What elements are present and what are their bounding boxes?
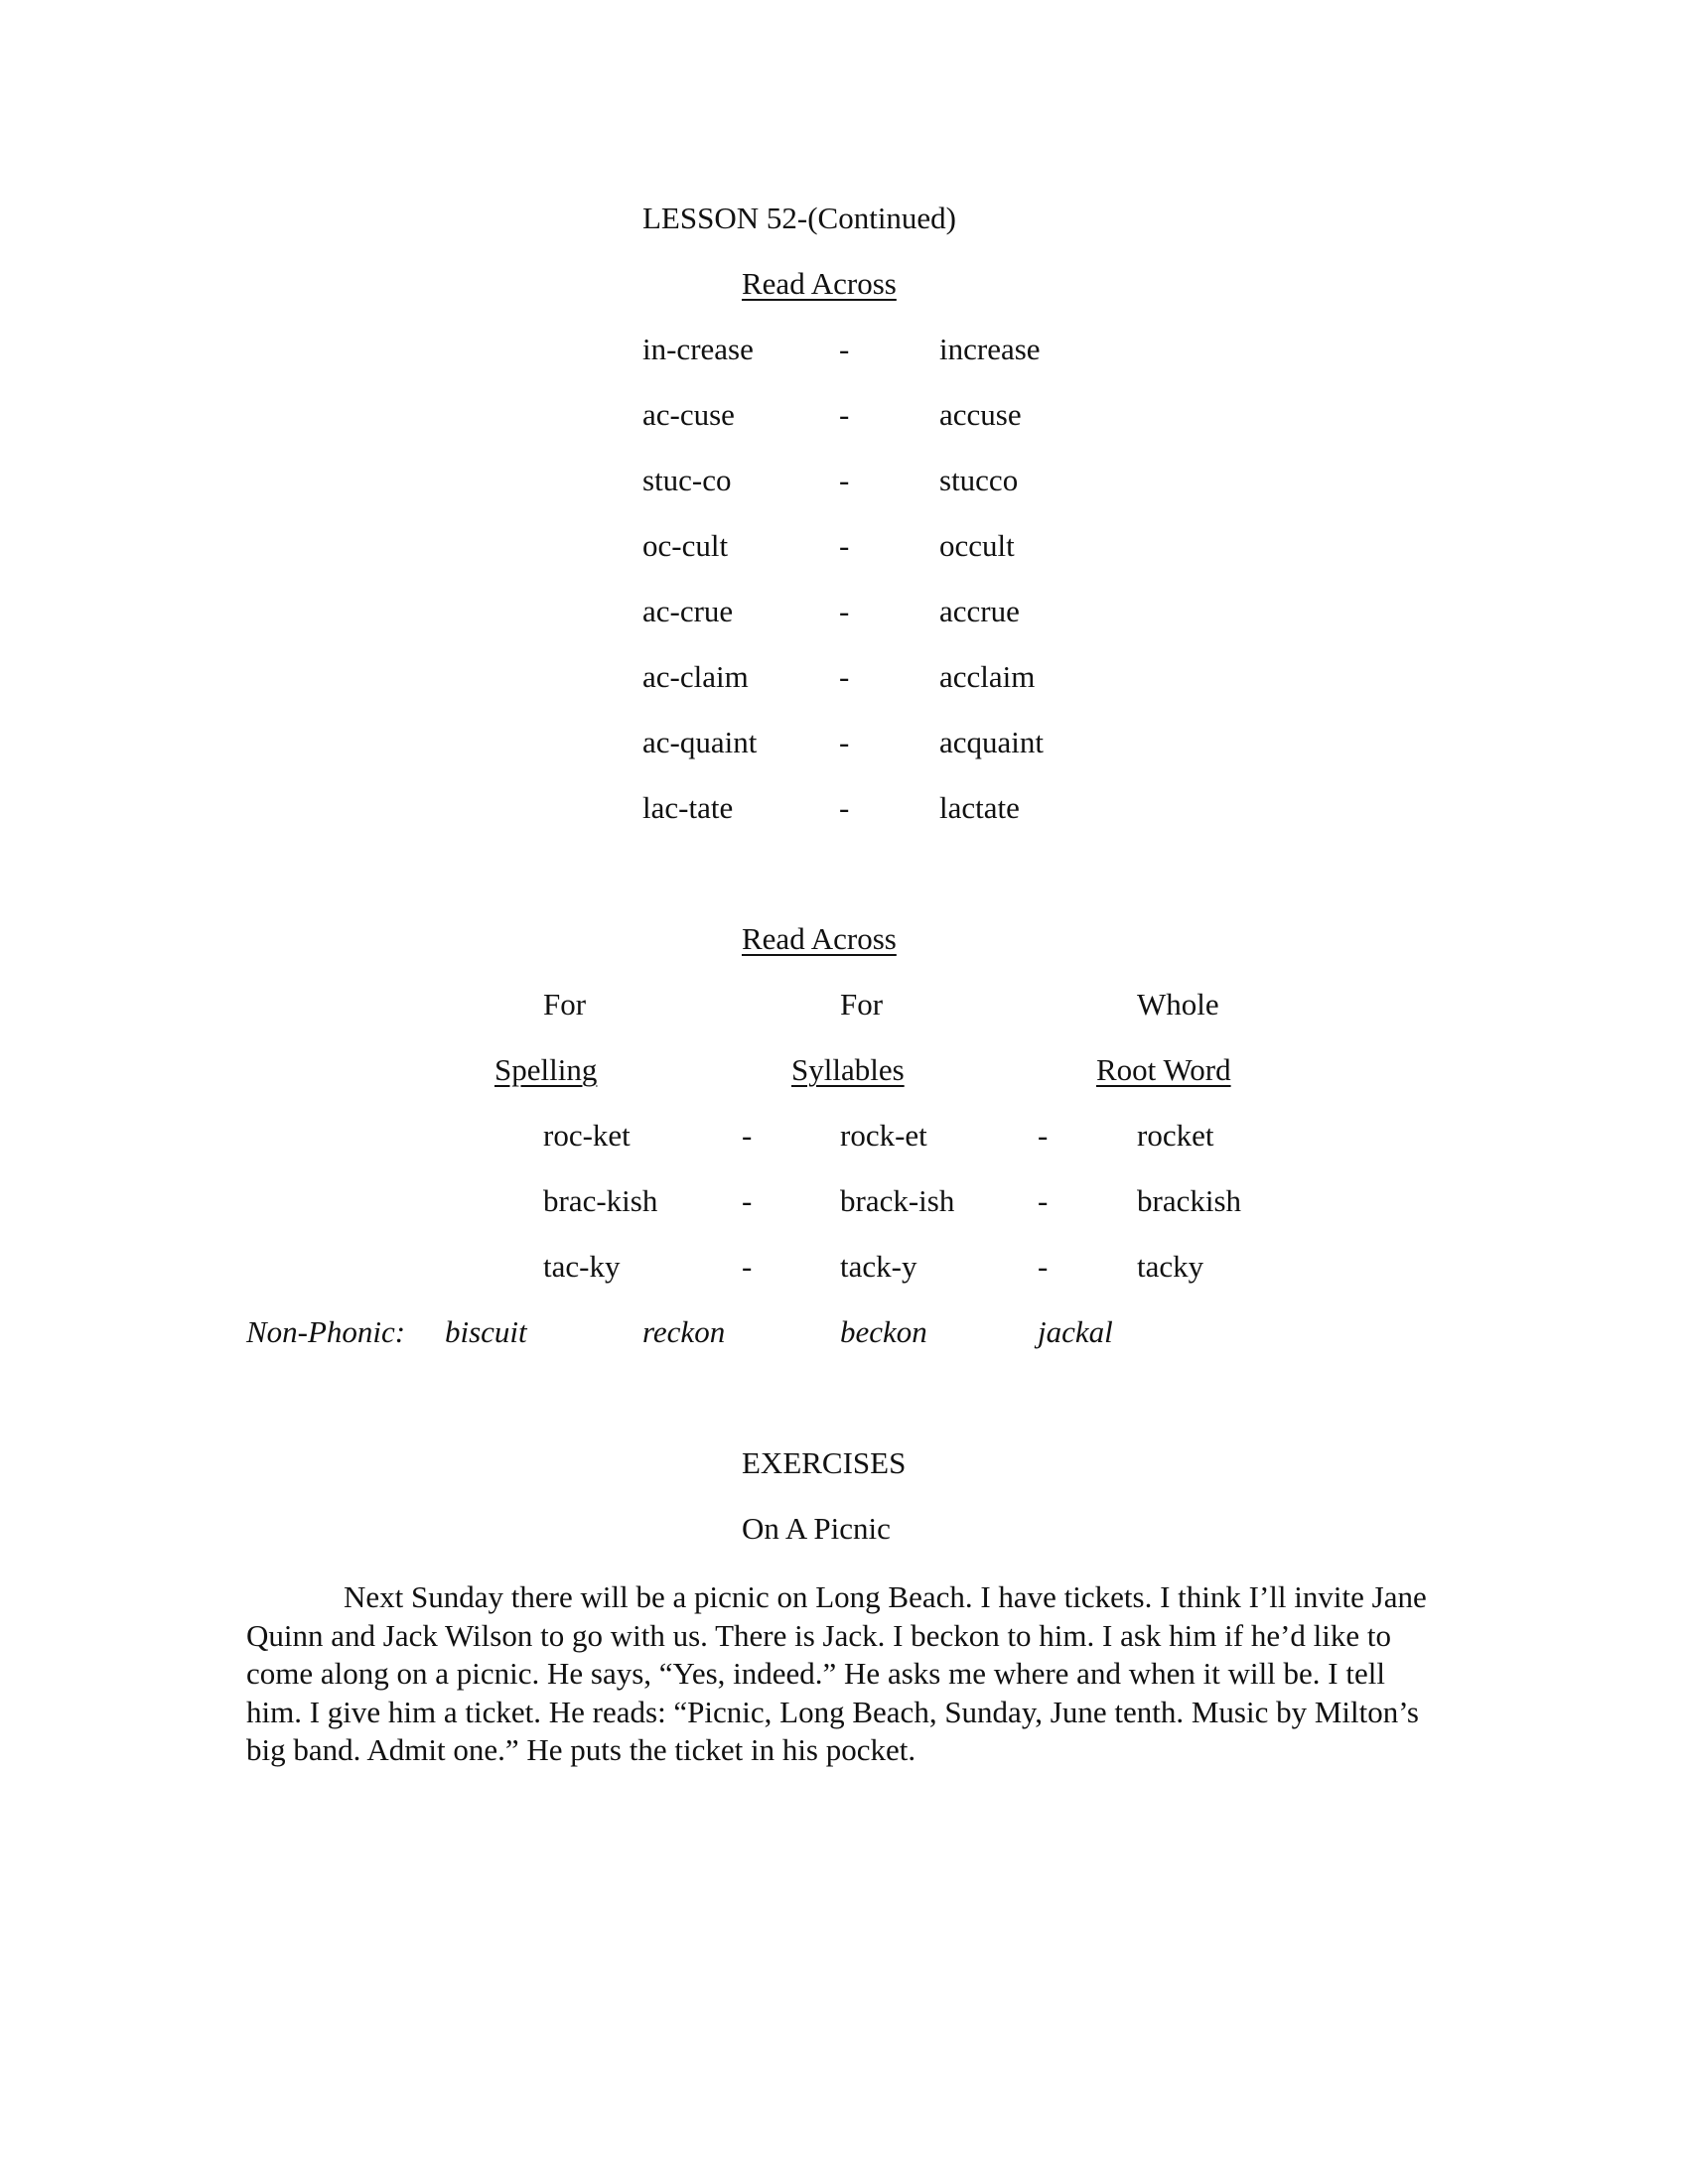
split-word: in-crease	[642, 332, 754, 366]
root-cell: brackish	[1137, 1183, 1242, 1218]
col-header-top: For	[543, 987, 587, 1022]
non-phonic-label: Non-Phonic:	[246, 1314, 406, 1349]
non-phonic-word: beckon	[840, 1314, 927, 1349]
dash: -	[839, 463, 850, 497]
dash: -	[742, 1118, 753, 1153]
whole-word: accuse	[939, 397, 1022, 432]
dash: -	[839, 790, 850, 825]
split-word: ac-quaint	[642, 725, 758, 759]
story-paragraph	[246, 1578, 1438, 1770]
non-phonic-word: jackal	[1038, 1314, 1113, 1349]
dash: -	[839, 659, 850, 694]
col-header-root-word: Root Word	[1096, 1052, 1231, 1087]
section1-heading: Read Across	[742, 266, 897, 301]
story-title: On A Picnic	[742, 1511, 891, 1546]
root-cell: tacky	[1137, 1249, 1204, 1284]
exercises-heading: EXERCISES	[742, 1445, 907, 1480]
dash: -	[1038, 1249, 1049, 1284]
whole-word: accrue	[939, 594, 1020, 628]
dash: -	[839, 725, 850, 759]
dash: -	[839, 397, 850, 432]
section2-heading: Read Across	[742, 921, 897, 956]
dash: -	[839, 528, 850, 563]
lesson-title: LESSON 52-(Continued)	[642, 201, 957, 235]
story-text: Next Sunday there will be a picnic on Long Beach. I have tickets. I think I’ll invite Jane Quinn and Jack Wilson to go with us. There is Jack. I beckon to him. I ask him if he’d like to come along on a picnic. He says, “Yes, indeed.” He asks me where and when it will be. I tell him. I give him a ticket. He reads: “Picnic, Long Beach, Sunday, June tenth. Music by Milton’s big band. Admit one.” He puts the ticket in his pocket.	[246, 1579, 1427, 1767]
dash: -	[839, 332, 850, 366]
whole-word: increase	[939, 332, 1041, 366]
spelling-cell: roc-ket	[543, 1118, 631, 1153]
col-header-top: For	[840, 987, 884, 1022]
split-word: stuc-co	[642, 463, 732, 497]
dash: -	[839, 594, 850, 628]
split-word: ac-cuse	[642, 397, 735, 432]
non-phonic-word: reckon	[642, 1314, 726, 1349]
split-word: ac-claim	[642, 659, 749, 694]
whole-word: acquaint	[939, 725, 1045, 759]
whole-word: acclaim	[939, 659, 1036, 694]
dash: -	[1038, 1183, 1049, 1218]
dash: -	[742, 1183, 753, 1218]
non-phonic-word: biscuit	[445, 1314, 527, 1349]
whole-word: occult	[939, 528, 1015, 563]
root-cell: rocket	[1137, 1118, 1214, 1153]
split-word: lac-tate	[642, 790, 734, 825]
syllables-cell: brack-ish	[840, 1183, 955, 1218]
whole-word: stucco	[939, 463, 1019, 497]
split-word: ac-crue	[642, 594, 734, 628]
col-header-top: Whole	[1137, 987, 1219, 1022]
col-header-spelling: Spelling	[494, 1052, 598, 1087]
col-header-syllables: Syllables	[791, 1052, 905, 1087]
split-word: oc-cult	[642, 528, 729, 563]
spelling-cell: tac-ky	[543, 1249, 621, 1284]
syllables-cell: tack-y	[840, 1249, 917, 1284]
spelling-cell: brac-kish	[543, 1183, 658, 1218]
dash: -	[742, 1249, 753, 1284]
whole-word: lactate	[939, 790, 1020, 825]
dash: -	[1038, 1118, 1049, 1153]
syllables-cell: rock-et	[840, 1118, 927, 1153]
